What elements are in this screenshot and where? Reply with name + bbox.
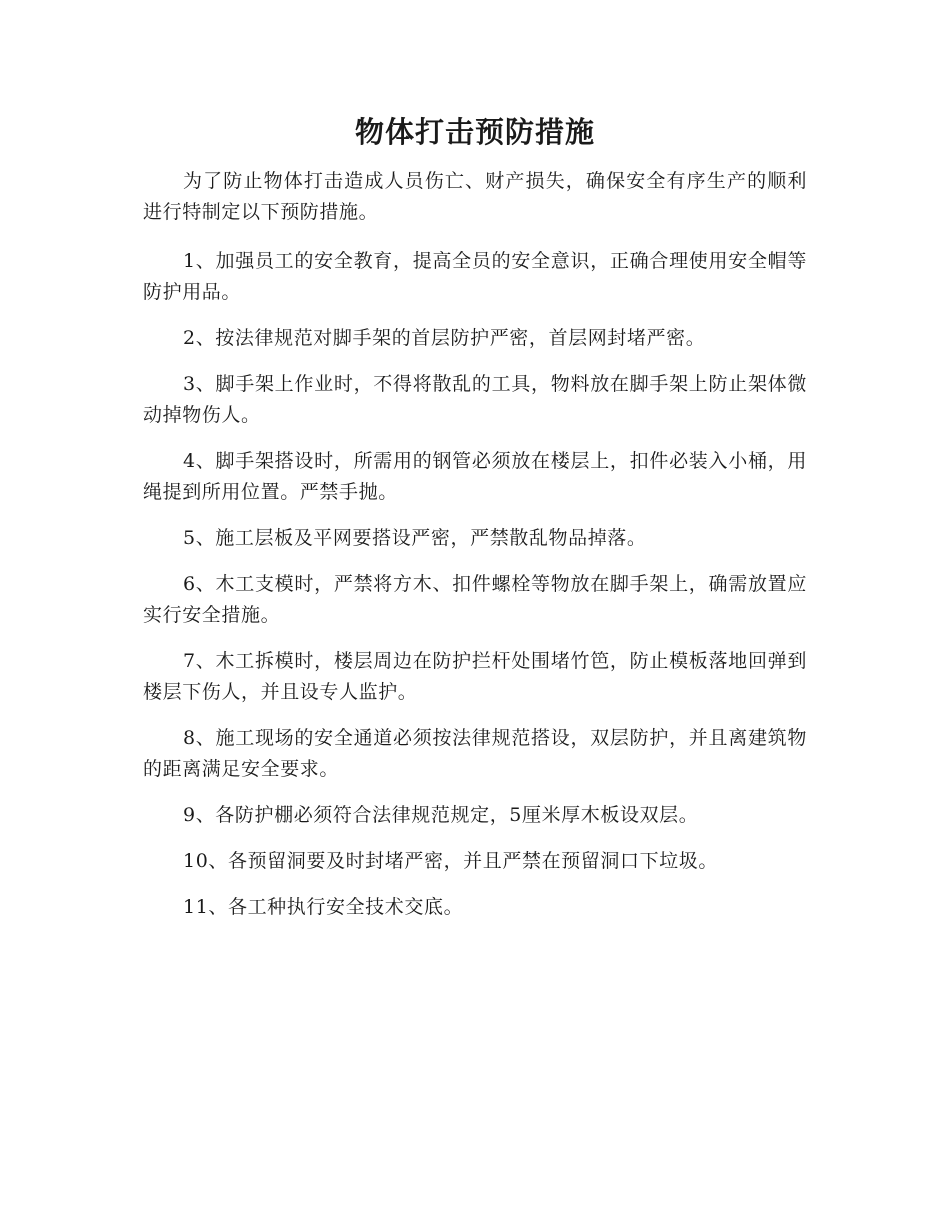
measure-item-1: 1、加强员工的安全教育，提高全员的安全意识，正确合理使用安全帽等防护用品。 [143, 250, 807, 303]
measure-item-8: 8、施工现场的安全通道必须按法律规范搭设，双层防护，并且离建筑物的距离满足安全要求。 [143, 727, 807, 780]
measure-item-3: 3、脚手架上作业时，不得将散乱的工具，物料放在脚手架上防止架体微动掉物伤人。 [143, 373, 807, 426]
measure-item-9: 9、各防护棚必须符合法律规范规定，5厘米厚木板设双层。 [183, 804, 699, 826]
measure-item-11: 11、各工种执行安全技术交底。 [183, 896, 464, 918]
measure-item-4: 4、脚手架搭设时，所需用的钢管必须放在楼层上，扣件必装入小桶，用绳提到所用位置。严禁手抛。 [143, 450, 807, 503]
measure-item-2: 2、按法律规范对脚手架的首层防护严密，首层网封堵严密。 [183, 327, 706, 349]
measure-item-6: 6、木工支模时，严禁将方木、扣件螺栓等物放在脚手架上，确需放置应实行安全措施。 [143, 573, 807, 626]
intro-paragraph: 为了防止物体打击造成人员伤亡、财产损失，确保安全有序生产的顺利进行特制定以下预防措施。 [143, 170, 807, 223]
document-body [143, 166, 807, 938]
document-title: 物体打击预防措施 [354, 115, 595, 149]
measure-item-5: 5、施工层板及平网要搭设严密，严禁散乱物品掉落。 [183, 527, 647, 549]
measure-item-10: 10、各预留洞要及时封堵严密，并且严禁在预留洞口下垃圾。 [183, 850, 718, 872]
measure-item-7: 7、木工拆模时，楼层周边在防护拦杆处围堵竹笆，防止模板落地回弹到楼层下伤人，并且设专人监护。 [143, 650, 807, 703]
